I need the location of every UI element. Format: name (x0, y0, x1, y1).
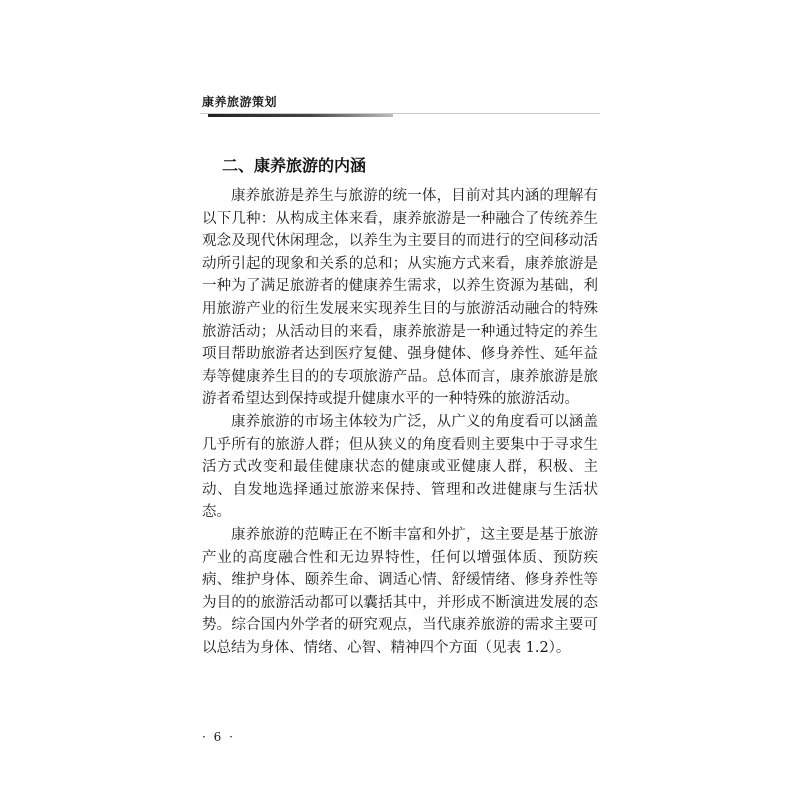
paragraph-market-subjects: 康养旅游的市场主体较为广泛，从广义的角度看可以涵盖几乎所有的旅游人群；但从狭义的角度看则主要集中于寻求生活方式改变和最佳健康状态的健康或亚健康人群，积极、主动、自发地选择通过旅游来保持、管理和改进健康与生活状态。 (202, 413, 598, 521)
page-number: · 6 · (202, 730, 235, 744)
header-divider-thick (208, 114, 393, 117)
body-text (202, 185, 598, 659)
paragraph-definition: 康养旅游是养生与旅游的统一体，目前对其内涵的理解有以下几种：从构成主体来看，康养旅游是一种融合了传统养生观念及现代休闲理念，以养生为主要目的而进行的空间移动活动所引起的现象和关系的总和；从实施方式来看，康养旅游是一种为了满足旅游者的健康养生需求，以养生资源为基础，利用旅游产业的衍生发展来实现养生目的与旅游活动融合的特殊旅游活动；从活动目的来看，康养旅游是一种通过特定的养生项目帮助旅游者达到医疗复健、强身健体、修身养性、延年益寿等健康养生目的的专项旅游产品。总体而言，康养旅游是旅游者希望达到保持或提升健康水平的一种特殊的旅游活动。 (202, 188, 598, 408)
paragraph-scope: 康养旅游的范畴正在不断丰富和外扩，这主要是基于旅游产业的高度融合性和无边界特性，任何以增强体质、预防疾病、维护身体、颐养生命、调适心情、舒缓情绪、修身养性等为目的的旅游活动都可以囊括其中，并形成不断演进发展的态势。综合国内外学者的研究观点，当代康养旅游的需求主要可以总结为身体、情绪、心智、精神四个方面（见表 1.2）。 (202, 526, 598, 656)
running-header-title: 康养旅游策划 (202, 95, 278, 109)
section-heading: 二、康养旅游的内涵 (222, 156, 367, 175)
